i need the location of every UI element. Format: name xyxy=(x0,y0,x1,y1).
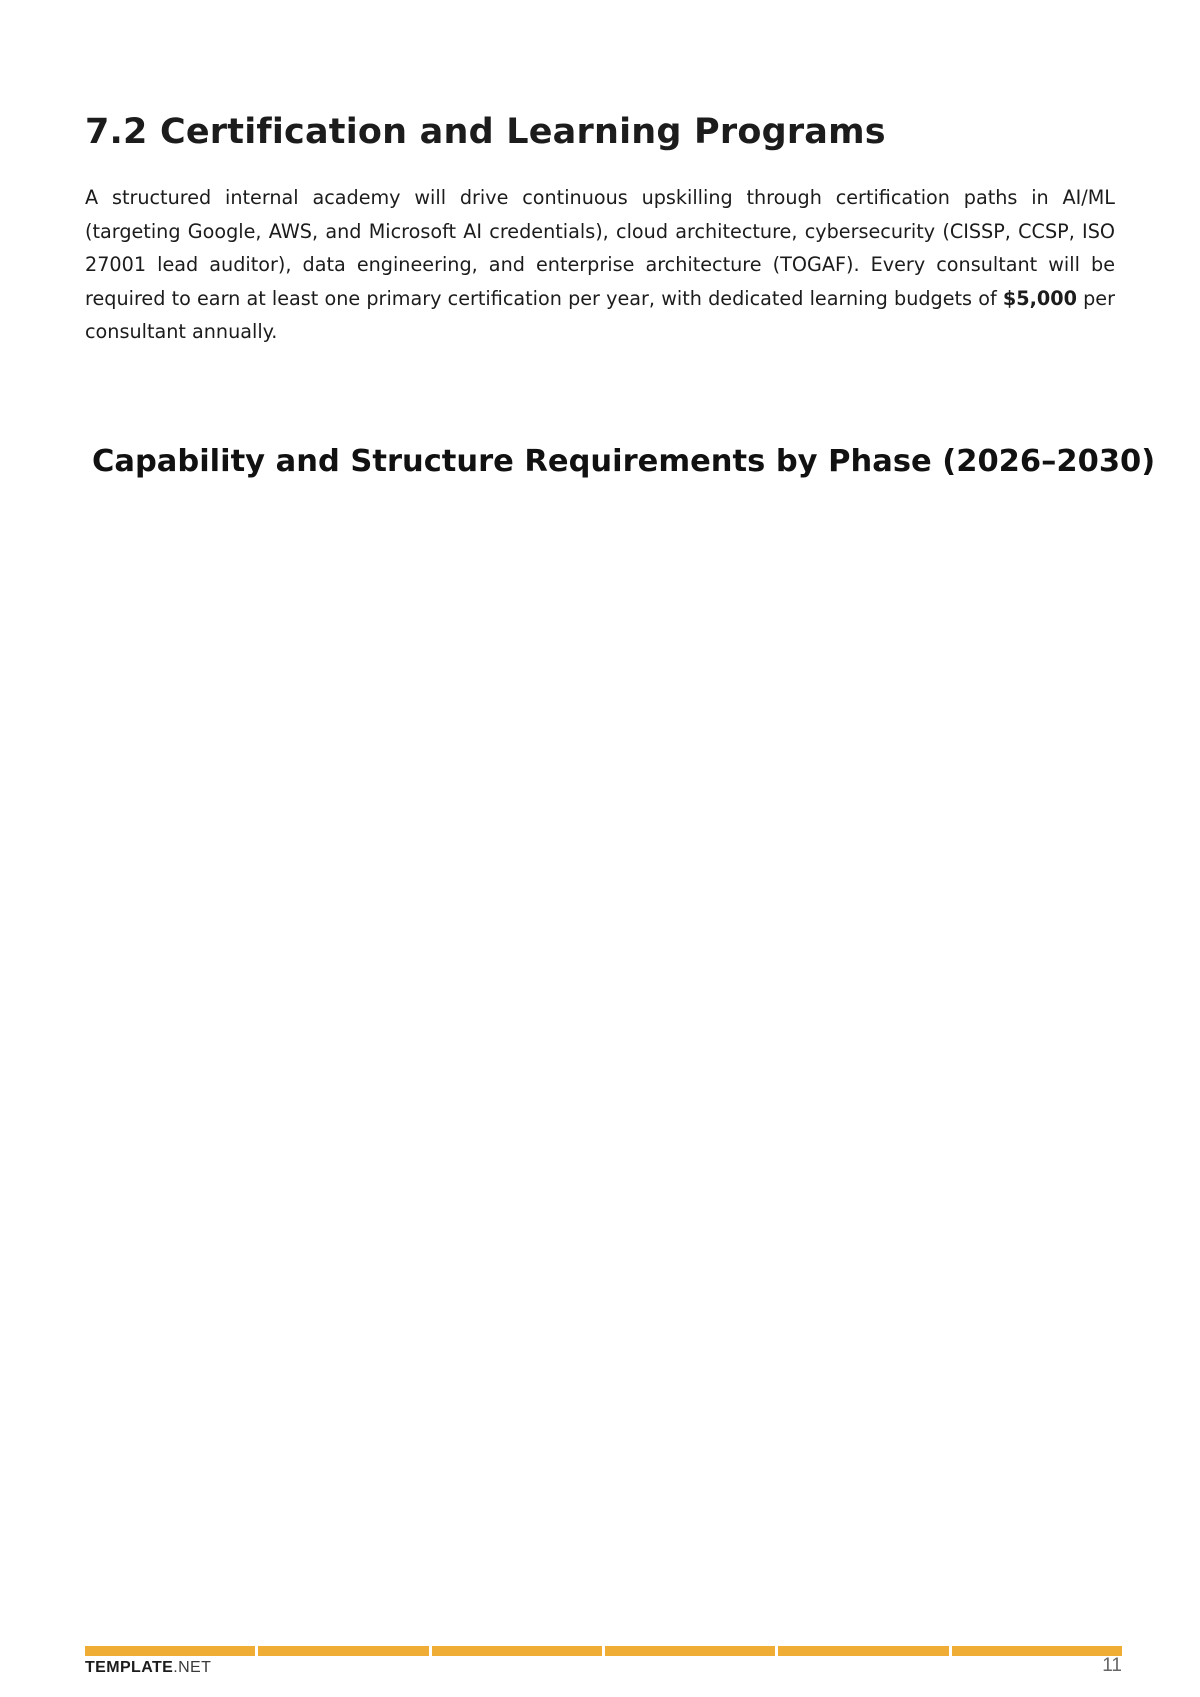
paragraph-text-start: A structured internal academy will drive continuous upskilling through certification paths in AI/ML (targeting Google, AWS, and Microsoft AI credentials), cloud architecture, cybersecurity (CISSP, CCSP, ISO 27001 lead auditor), data engineering, and enterprise architecture (TOGAF). Every consultant will be required to earn at least one primary certification per year, with dedicated learning budgets of xyxy=(85,186,1115,310)
footer-bar-segment xyxy=(952,1646,1122,1656)
paragraph-text-end: per consultant annually. xyxy=(85,286,1115,343)
brand-name: TEMPLATE xyxy=(85,1659,174,1676)
footer-accent-bar xyxy=(85,1646,1122,1656)
page-number: 11 xyxy=(1102,1655,1122,1676)
brand-suffix: .NET xyxy=(173,1659,212,1676)
footer-brand-logo xyxy=(85,1659,211,1677)
footer-bar-segment xyxy=(432,1646,602,1656)
figure-title: Capability and Structure Requirements by Phase (2026–2030) xyxy=(92,444,1156,479)
footer-bar-segment xyxy=(258,1646,428,1656)
learning-budget-amount: $5,000 xyxy=(1002,286,1077,310)
section-heading: 7.2 Certification and Learning Programs xyxy=(85,112,886,152)
footer-bar-segment xyxy=(778,1646,948,1656)
body-paragraph xyxy=(85,181,1115,349)
footer-bar-segment xyxy=(85,1646,255,1656)
footer-bar-segment xyxy=(605,1646,775,1656)
